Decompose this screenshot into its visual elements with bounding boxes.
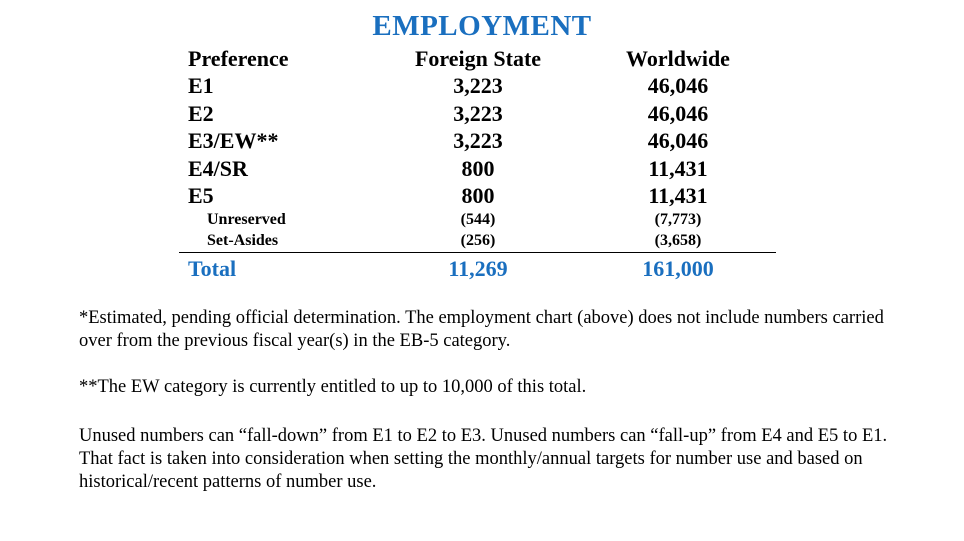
subrow-foreign: (544) bbox=[460, 211, 496, 228]
row-foreign: 3,223 bbox=[453, 73, 503, 98]
page-title: EMPLOYMENT bbox=[372, 10, 592, 42]
total-label: Total bbox=[188, 256, 237, 281]
subrow-worldwide: (7,773) bbox=[654, 211, 702, 228]
header-foreign-state: Foreign State bbox=[414, 46, 542, 71]
total-foreign: 11,269 bbox=[448, 256, 508, 281]
row-label: E5 bbox=[188, 183, 214, 208]
header-preference: Preference bbox=[188, 46, 289, 71]
row-label: E3/EW** bbox=[188, 128, 279, 153]
subrow-label: Unreserved bbox=[207, 211, 286, 228]
row-label: E4/SR bbox=[188, 156, 248, 181]
note-fall-down-up: Unused numbers can “fall-down” from E1 to E2 to E3. Unused numbers can “fall-up” from E4 and E5 to E1. That fact is taken into consideration when setting the monthly/annual targets for number use and based on historical/recent patterns of number use. bbox=[79, 426, 888, 492]
subrow-worldwide: (3,658) bbox=[654, 232, 702, 249]
row-worldwide: 11,431 bbox=[648, 183, 708, 208]
row-worldwide: 46,046 bbox=[647, 101, 709, 126]
row-foreign: 800 bbox=[461, 183, 495, 208]
subrow-label: Set-Asides bbox=[207, 232, 279, 249]
subrow-foreign: (256) bbox=[460, 232, 496, 249]
total-divider bbox=[179, 252, 776, 253]
header-worldwide: Worldwide bbox=[626, 46, 730, 71]
row-foreign: 3,223 bbox=[453, 101, 503, 126]
row-worldwide: 46,046 bbox=[647, 73, 709, 98]
row-label: E2 bbox=[188, 101, 214, 126]
row-foreign: 800 bbox=[461, 156, 495, 181]
row-worldwide: 11,431 bbox=[648, 156, 708, 181]
row-worldwide: 46,046 bbox=[647, 128, 709, 153]
footnote-estimated: *Estimated, pending official determination. The employment chart (above) does not include numbers carried over from the previous fiscal year(s) in the EB-5 category. bbox=[79, 308, 884, 351]
row-label: E1 bbox=[188, 73, 214, 98]
row-foreign: 3,223 bbox=[453, 128, 503, 153]
total-worldwide: 161,000 bbox=[642, 256, 714, 281]
footnote-ew-category: **The EW category is currently entitled to up to 10,000 of this total. bbox=[79, 377, 587, 397]
